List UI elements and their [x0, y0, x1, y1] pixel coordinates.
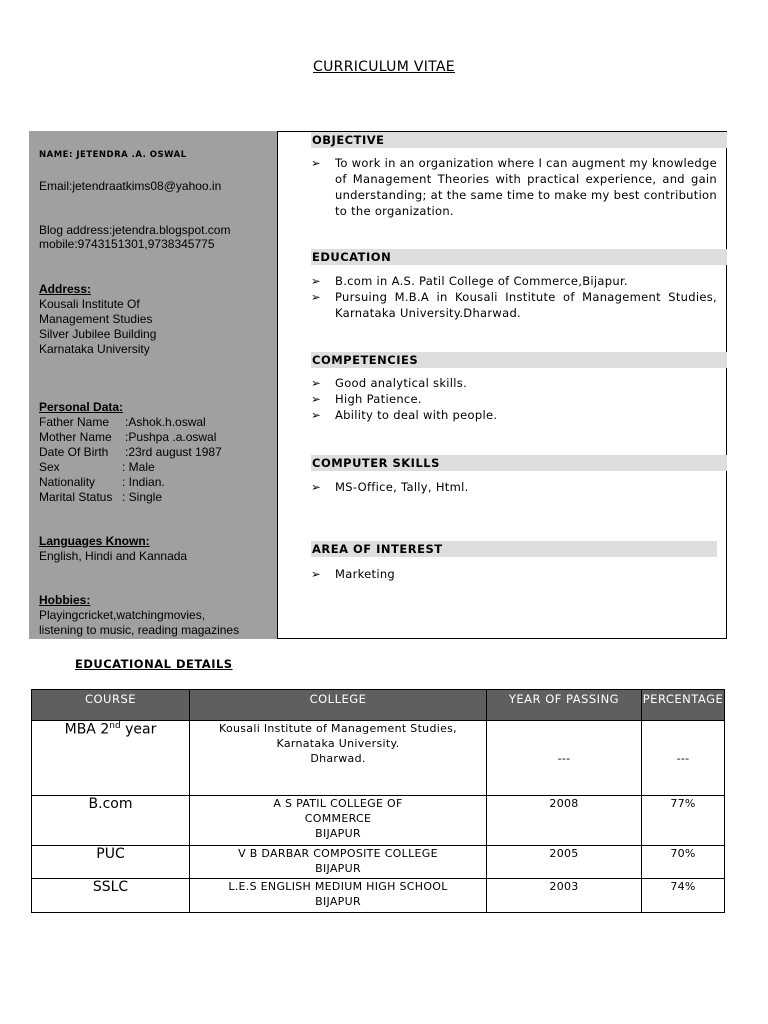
- col-header-year: YEAR OF PASSING: [487, 690, 642, 721]
- hobbies-heading: Hobbies:: [39, 593, 91, 607]
- percentage-cell: 77%: [642, 796, 725, 846]
- personal-label: Mother Name: [39, 430, 112, 444]
- personal-row: [39, 475, 222, 490]
- personal-label: Sex: [39, 460, 60, 474]
- bullet-arrow-icon: ➢: [311, 376, 321, 390]
- college-line: BIJAPUR: [315, 895, 361, 908]
- col-header-percentage: PERCENTAGE: [642, 690, 725, 721]
- competency-item: [311, 391, 717, 407]
- education-text: B.com in A.S. Patil College of Commerce,Bijapur.: [335, 274, 628, 288]
- percentage-cell: ---: [642, 721, 725, 796]
- bullet-arrow-icon: ➢: [311, 408, 321, 422]
- college-line: Dharwad.: [310, 752, 366, 765]
- competency-text: Good analytical skills.: [335, 376, 468, 390]
- hobbies-line: listening to music, reading magazines: [39, 623, 240, 637]
- personal-row: [39, 445, 222, 460]
- name-label: NAME: [39, 150, 69, 160]
- course-cell: SSLC: [32, 879, 190, 913]
- college-cell: [190, 721, 487, 796]
- col-header-course: COURSE: [32, 690, 190, 721]
- table-row: [32, 796, 725, 846]
- educational-details-table: [31, 689, 725, 913]
- personal-value: :Pushpa .a.oswal: [125, 430, 217, 444]
- personal-label: Marital Status: [39, 490, 113, 504]
- personal-data-heading: Personal Data:: [39, 400, 124, 414]
- languages-value: English, Hindi and Kannada: [39, 549, 188, 563]
- college-line: L.E.S ENGLISH MEDIUM HIGH SCHOOL: [228, 880, 448, 893]
- year-cell: 2005: [487, 846, 642, 879]
- college-cell: [190, 846, 487, 879]
- college-line: BIJAPUR: [315, 862, 361, 875]
- year-cell: 2003: [487, 879, 642, 913]
- bullet-arrow-icon: ➢: [311, 480, 321, 494]
- college-line: V B DARBAR COMPOSITE COLLEGE: [238, 847, 438, 860]
- bullet-arrow-icon: ➢: [311, 156, 321, 170]
- bullet-arrow-icon: ➢: [311, 290, 321, 304]
- address-line: Kousali Institute Of: [39, 297, 140, 311]
- interest-item: [311, 566, 717, 582]
- percentage-cell: 70%: [642, 846, 725, 879]
- personal-data-block: [39, 400, 222, 505]
- college-line: COMMERCE: [304, 812, 372, 825]
- address-line: Karnataka University: [39, 342, 150, 356]
- objective-text: To work in an organization where I can augment my knowledge of Management Theories with practical experience, and gain understanding; at the same time to make my best contribution to the organization.: [335, 156, 717, 218]
- table-row: [32, 879, 725, 913]
- candidate-name: [39, 150, 187, 160]
- address-line: Silver Jubilee Building: [39, 327, 157, 341]
- computer-skills-text: MS-Office, Tally, Html.: [335, 480, 469, 494]
- competency-text: High Patience.: [335, 392, 422, 406]
- competencies-heading: COMPETENCIES: [311, 352, 727, 368]
- competency-item: [311, 375, 717, 391]
- course-cell: B.com: [32, 796, 190, 846]
- college-line: Karnataka University.: [276, 737, 400, 750]
- education-text: Pursuing M.B.A in Kousali Institute of Management Studies, Karnataka University.Dharwad.: [335, 290, 717, 320]
- table-header-row: [32, 690, 725, 721]
- competency-item: [311, 407, 717, 423]
- table-row: [32, 846, 725, 879]
- college-cell: [190, 879, 487, 913]
- education-item: [311, 289, 717, 321]
- college-line: BIJAPUR: [315, 827, 361, 840]
- address-heading: Address:: [39, 282, 92, 296]
- email: Email:jetendraatkims08@yahoo.in: [39, 179, 222, 193]
- college-cell: [190, 796, 487, 846]
- course-name: MBA 2: [64, 721, 110, 738]
- personal-row: [39, 430, 222, 445]
- computer-skills-item: [311, 479, 717, 495]
- blog-address: Blog address:jetendra.blogspot.com: [39, 223, 231, 237]
- year-cell: 2008: [487, 796, 642, 846]
- course-cell: [32, 721, 190, 796]
- personal-value: : Indian.: [122, 475, 165, 489]
- personal-label: Nationality: [39, 475, 96, 489]
- bullet-arrow-icon: ➢: [311, 567, 321, 581]
- bullet-arrow-icon: ➢: [311, 392, 321, 406]
- computer-skills-heading: COMPUTER SKILLS: [311, 455, 727, 471]
- personal-label: Date Of Birth: [39, 445, 109, 459]
- hobbies-line: Playingcricket,watchingmovies,: [39, 608, 206, 622]
- personal-value: :23rd august 1987: [125, 445, 222, 459]
- college-line: A S PATIL COLLEGE OF: [273, 797, 403, 810]
- objective-item: [311, 155, 717, 219]
- education-heading: EDUCATION: [311, 249, 727, 265]
- course-cell: PUC: [32, 846, 190, 879]
- year-cell: ---: [487, 721, 642, 796]
- languages-heading: Languages Known:: [39, 534, 150, 548]
- personal-label: Father Name: [39, 415, 110, 429]
- personal-row: [39, 460, 222, 475]
- languages-block: [39, 534, 187, 564]
- education-item: [311, 273, 717, 289]
- course-sup: nd: [109, 721, 121, 731]
- competency-text: Ability to deal with people.: [335, 408, 498, 422]
- table-row: [32, 721, 725, 796]
- personal-value: :Ashok.h.oswal: [125, 415, 206, 429]
- objective-heading: OBJECTIVE: [311, 132, 727, 148]
- personal-value: : Single: [122, 490, 163, 504]
- personal-value: : Male: [122, 460, 155, 474]
- college-line: Kousali Institute of Management Studies,: [219, 722, 457, 735]
- percentage-cell: 74%: [642, 879, 725, 913]
- address-block: [39, 282, 156, 357]
- address-line: Management Studies: [39, 312, 153, 326]
- course-tail: year: [120, 721, 157, 738]
- educational-details-heading: EDUCATIONAL DETAILS: [75, 657, 233, 671]
- personal-row: [39, 490, 222, 505]
- page-title: CURRICULUM VITAE: [313, 59, 455, 75]
- interest-text: Marketing: [335, 567, 396, 581]
- name-value: : JETENDRA .A. OSWAL: [68, 150, 187, 160]
- col-header-college: COLLEGE: [190, 690, 487, 721]
- personal-row: [39, 415, 222, 430]
- area-of-interest-heading: AREA OF INTEREST: [311, 541, 717, 557]
- bullet-arrow-icon: ➢: [311, 274, 321, 288]
- hobbies-block: [39, 593, 239, 638]
- mobile: mobile:9743151301,9738345775: [39, 237, 215, 251]
